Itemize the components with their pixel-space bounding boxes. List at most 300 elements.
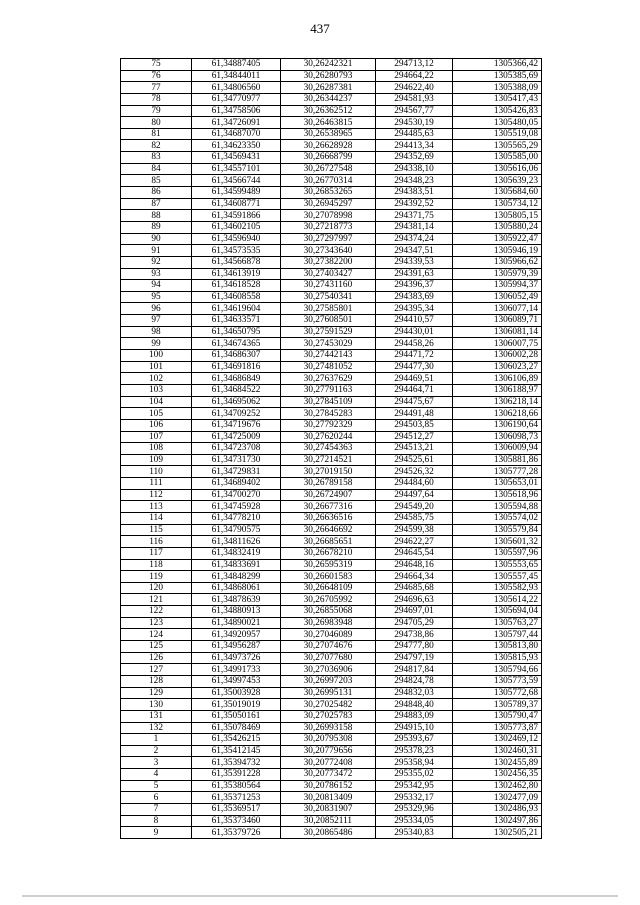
- latitude-cell: 61,34731730: [192, 454, 281, 466]
- latitude-cell: 61,34619604: [192, 303, 281, 315]
- point-number-cell: 89: [121, 221, 192, 233]
- table-row: [121, 419, 542, 431]
- table-row: [121, 524, 542, 536]
- latitude-cell: 61,35391228: [192, 769, 281, 781]
- point-number-cell: 118: [121, 559, 192, 571]
- point-number-cell: 92: [121, 256, 192, 268]
- latitude-cell: 61,34566878: [192, 256, 281, 268]
- latitude-cell: 61,34674365: [192, 338, 281, 350]
- y-coordinate-cell: 1305789,37: [453, 699, 542, 711]
- x-coordinate-cell: 294477,30: [376, 361, 453, 373]
- x-coordinate-cell: 294817,84: [376, 664, 453, 676]
- y-coordinate-cell: 1305813,80: [453, 641, 542, 653]
- y-coordinate-cell: 1305557,45: [453, 571, 542, 583]
- y-coordinate-cell: 1302460,31: [453, 745, 542, 757]
- table-row: [121, 268, 542, 280]
- y-coordinate-cell: 1306007,75: [453, 338, 542, 350]
- y-coordinate-cell: 1306190,64: [453, 419, 542, 431]
- x-coordinate-cell: 294491,48: [376, 408, 453, 420]
- table-row: [121, 501, 542, 513]
- latitude-cell: 61,34991733: [192, 664, 281, 676]
- x-coordinate-cell: 294648,16: [376, 559, 453, 571]
- longitude-cell: 30,26668799: [281, 152, 376, 164]
- latitude-cell: 61,34833691: [192, 559, 281, 571]
- x-coordinate-cell: 294395,34: [376, 303, 453, 315]
- table-row: [121, 140, 542, 152]
- point-number-cell: 108: [121, 443, 192, 455]
- table-row: [121, 606, 542, 618]
- point-number-cell: 78: [121, 93, 192, 105]
- longitude-cell: 30,26628928: [281, 140, 376, 152]
- y-coordinate-cell: 1305794,66: [453, 664, 542, 676]
- y-coordinate-cell: 1302505,21: [453, 827, 542, 839]
- point-number-cell: 93: [121, 268, 192, 280]
- point-number-cell: 122: [121, 606, 192, 618]
- latitude-cell: 61,34591866: [192, 210, 281, 222]
- point-number-cell: 124: [121, 629, 192, 641]
- latitude-cell: 61,34596940: [192, 233, 281, 245]
- latitude-cell: 61,34719676: [192, 419, 281, 431]
- y-coordinate-cell: 1302456,35: [453, 769, 542, 781]
- longitude-cell: 30,26724907: [281, 489, 376, 501]
- y-coordinate-cell: 1302497,86: [453, 815, 542, 827]
- longitude-cell: 30,26362512: [281, 105, 376, 117]
- table-row: [121, 443, 542, 455]
- point-number-cell: 77: [121, 82, 192, 94]
- y-coordinate-cell: 1305574,02: [453, 512, 542, 524]
- longitude-cell: 30,27620244: [281, 431, 376, 443]
- longitude-cell: 30,27074676: [281, 641, 376, 653]
- latitude-cell: 61,34778210: [192, 512, 281, 524]
- x-coordinate-cell: 294622,40: [376, 82, 453, 94]
- x-coordinate-cell: 294526,32: [376, 466, 453, 478]
- longitude-cell: 30,26538965: [281, 128, 376, 140]
- y-coordinate-cell: 1305946,19: [453, 245, 542, 257]
- longitude-cell: 30,20772408: [281, 757, 376, 769]
- x-coordinate-cell: 295332,17: [376, 792, 453, 804]
- latitude-cell: 61,34602105: [192, 221, 281, 233]
- point-number-cell: 109: [121, 454, 192, 466]
- x-coordinate-cell: 294464,71: [376, 384, 453, 396]
- longitude-cell: 30,27036906: [281, 664, 376, 676]
- table-row: [121, 536, 542, 548]
- y-coordinate-cell: 1302486,93: [453, 804, 542, 816]
- point-number-cell: 130: [121, 699, 192, 711]
- point-number-cell: 102: [121, 373, 192, 385]
- x-coordinate-cell: 294664,34: [376, 571, 453, 583]
- longitude-cell: 30,27845283: [281, 408, 376, 420]
- latitude-cell: 61,34686307: [192, 350, 281, 362]
- x-coordinate-cell: 294567,77: [376, 105, 453, 117]
- x-coordinate-cell: 294338,10: [376, 163, 453, 175]
- point-number-cell: 88: [121, 210, 192, 222]
- page-bottom-edge: [22, 895, 618, 897]
- latitude-cell: 61,35426215: [192, 734, 281, 746]
- table-row: [121, 315, 542, 327]
- x-coordinate-cell: 294469,51: [376, 373, 453, 385]
- point-number-cell: 8: [121, 815, 192, 827]
- latitude-cell: 61,34726091: [192, 117, 281, 129]
- x-coordinate-cell: 294599,38: [376, 524, 453, 536]
- y-coordinate-cell: 1305417,43: [453, 93, 542, 105]
- y-coordinate-cell: 1305994,37: [453, 280, 542, 292]
- point-number-cell: 90: [121, 233, 192, 245]
- latitude-cell: 61,34608558: [192, 291, 281, 303]
- y-coordinate-cell: 1306098,73: [453, 431, 542, 443]
- y-coordinate-cell: 1305388,09: [453, 82, 542, 94]
- longitude-cell: 30,27343640: [281, 245, 376, 257]
- latitude-cell: 61,34573535: [192, 245, 281, 257]
- longitude-cell: 30,26601583: [281, 571, 376, 583]
- x-coordinate-cell: 294585,75: [376, 512, 453, 524]
- y-coordinate-cell: 1306077,14: [453, 303, 542, 315]
- longitude-cell: 30,26789158: [281, 478, 376, 490]
- x-coordinate-cell: 295329,96: [376, 804, 453, 816]
- y-coordinate-cell: 1305653,01: [453, 478, 542, 490]
- table-row: [121, 198, 542, 210]
- point-number-cell: 86: [121, 187, 192, 199]
- table-row: [121, 361, 542, 373]
- point-number-cell: 85: [121, 175, 192, 187]
- longitude-cell: 30,26677316: [281, 501, 376, 513]
- latitude-cell: 61,34687070: [192, 128, 281, 140]
- y-coordinate-cell: 1306081,14: [453, 326, 542, 338]
- table-row: [121, 815, 542, 827]
- y-coordinate-cell: 1305773,87: [453, 722, 542, 734]
- x-coordinate-cell: 294458,26: [376, 338, 453, 350]
- longitude-cell: 30,26995131: [281, 687, 376, 699]
- longitude-cell: 30,27025783: [281, 710, 376, 722]
- table-row: [121, 664, 542, 676]
- point-number-cell: 1: [121, 734, 192, 746]
- longitude-cell: 30,26705992: [281, 594, 376, 606]
- longitude-cell: 30,27382200: [281, 256, 376, 268]
- x-coordinate-cell: 294622,27: [376, 536, 453, 548]
- table-row: [121, 59, 542, 71]
- longitude-cell: 30,26344237: [281, 93, 376, 105]
- latitude-cell: 61,34618528: [192, 280, 281, 292]
- x-coordinate-cell: 294410,57: [376, 315, 453, 327]
- longitude-cell: 30,26997203: [281, 675, 376, 687]
- x-coordinate-cell: 294664,22: [376, 70, 453, 82]
- y-coordinate-cell: 1305385,69: [453, 70, 542, 82]
- x-coordinate-cell: 294503,85: [376, 419, 453, 431]
- x-coordinate-cell: 294475,67: [376, 396, 453, 408]
- table-row: [121, 699, 542, 711]
- x-coordinate-cell: 294832,03: [376, 687, 453, 699]
- longitude-cell: 30,27540341: [281, 291, 376, 303]
- x-coordinate-cell: 294371,75: [376, 210, 453, 222]
- table-row: [121, 466, 542, 478]
- longitude-cell: 30,27218773: [281, 221, 376, 233]
- x-coordinate-cell: 294705,29: [376, 617, 453, 629]
- longitude-cell: 30,26463815: [281, 117, 376, 129]
- y-coordinate-cell: 1305734,12: [453, 198, 542, 210]
- y-coordinate-cell: 1305966,62: [453, 256, 542, 268]
- point-number-cell: 115: [121, 524, 192, 536]
- latitude-cell: 61,34880913: [192, 606, 281, 618]
- longitude-cell: 30,20852111: [281, 815, 376, 827]
- longitude-cell: 30,26853265: [281, 187, 376, 199]
- table-row: [121, 745, 542, 757]
- table-row: [121, 780, 542, 792]
- latitude-cell: 61,34689402: [192, 478, 281, 490]
- point-number-cell: 87: [121, 198, 192, 210]
- longitude-cell: 30,27046089: [281, 629, 376, 641]
- point-number-cell: 107: [121, 431, 192, 443]
- longitude-cell: 30,27481052: [281, 361, 376, 373]
- y-coordinate-cell: 1305777,28: [453, 466, 542, 478]
- point-number-cell: 100: [121, 350, 192, 362]
- latitude-cell: 61,35050161: [192, 710, 281, 722]
- latitude-cell: 61,35373460: [192, 815, 281, 827]
- longitude-cell: 30,20831907: [281, 804, 376, 816]
- longitude-cell: 30,26636516: [281, 512, 376, 524]
- latitude-cell: 61,34973726: [192, 652, 281, 664]
- table-row: [121, 454, 542, 466]
- longitude-cell: 30,26595319: [281, 559, 376, 571]
- latitude-cell: 61,34709252: [192, 408, 281, 420]
- point-number-cell: 114: [121, 512, 192, 524]
- longitude-cell: 30,27214521: [281, 454, 376, 466]
- table-row: [121, 338, 542, 350]
- point-number-cell: 9: [121, 827, 192, 839]
- y-coordinate-cell: 1305553,65: [453, 559, 542, 571]
- y-coordinate-cell: 1305694,04: [453, 606, 542, 618]
- longitude-cell: 30,27025482: [281, 699, 376, 711]
- y-coordinate-cell: 1305684,60: [453, 187, 542, 199]
- y-coordinate-cell: 1306218,14: [453, 396, 542, 408]
- y-coordinate-cell: 1305772,68: [453, 687, 542, 699]
- longitude-cell: 30,27585801: [281, 303, 376, 315]
- x-coordinate-cell: 295340,83: [376, 827, 453, 839]
- table-row: [121, 152, 542, 164]
- y-coordinate-cell: 1306023,27: [453, 361, 542, 373]
- table-row: [121, 93, 542, 105]
- latitude-cell: 61,34887405: [192, 59, 281, 71]
- latitude-cell: 61,35412145: [192, 745, 281, 757]
- x-coordinate-cell: 294777,80: [376, 641, 453, 653]
- point-number-cell: 95: [121, 291, 192, 303]
- latitude-cell: 61,35003928: [192, 687, 281, 699]
- x-coordinate-cell: 294497,64: [376, 489, 453, 501]
- longitude-cell: 30,27078998: [281, 210, 376, 222]
- longitude-cell: 30,26727548: [281, 163, 376, 175]
- x-coordinate-cell: 294525,61: [376, 454, 453, 466]
- x-coordinate-cell: 295393,67: [376, 734, 453, 746]
- latitude-cell: 61,34729831: [192, 466, 281, 478]
- longitude-cell: 30,27442143: [281, 350, 376, 362]
- point-number-cell: 76: [121, 70, 192, 82]
- latitude-cell: 61,34832419: [192, 547, 281, 559]
- longitude-cell: 30,26993158: [281, 722, 376, 734]
- longitude-cell: 30,26983948: [281, 617, 376, 629]
- y-coordinate-cell: 1306106,89: [453, 373, 542, 385]
- point-number-cell: 91: [121, 245, 192, 257]
- y-coordinate-cell: 1305366,42: [453, 59, 542, 71]
- point-number-cell: 96: [121, 303, 192, 315]
- longitude-cell: 30,26855068: [281, 606, 376, 618]
- point-number-cell: 94: [121, 280, 192, 292]
- y-coordinate-cell: 1305585,00: [453, 152, 542, 164]
- table-row: [121, 233, 542, 245]
- y-coordinate-cell: 1306052,49: [453, 291, 542, 303]
- x-coordinate-cell: 294413,34: [376, 140, 453, 152]
- x-coordinate-cell: 294396,37: [376, 280, 453, 292]
- point-number-cell: 97: [121, 315, 192, 327]
- latitude-cell: 61,34844011: [192, 70, 281, 82]
- longitude-cell: 30,27637629: [281, 373, 376, 385]
- table-row: [121, 641, 542, 653]
- y-coordinate-cell: 1305618,96: [453, 489, 542, 501]
- longitude-cell: 30,20795308: [281, 734, 376, 746]
- latitude-cell: 61,34806560: [192, 82, 281, 94]
- y-coordinate-cell: 1305601,32: [453, 536, 542, 548]
- longitude-cell: 30,26280793: [281, 70, 376, 82]
- table-row: [121, 175, 542, 187]
- y-coordinate-cell: 1305881,86: [453, 454, 542, 466]
- table-row: [121, 571, 542, 583]
- longitude-cell: 30,26287381: [281, 82, 376, 94]
- y-coordinate-cell: 1302455,89: [453, 757, 542, 769]
- x-coordinate-cell: 294797,19: [376, 652, 453, 664]
- y-coordinate-cell: 1306002,28: [453, 350, 542, 362]
- point-number-cell: 80: [121, 117, 192, 129]
- table-row: [121, 82, 542, 94]
- longitude-cell: 30,27792329: [281, 419, 376, 431]
- table-row: [121, 105, 542, 117]
- y-coordinate-cell: 1305815,93: [453, 652, 542, 664]
- point-number-cell: 99: [121, 338, 192, 350]
- point-number-cell: 116: [121, 536, 192, 548]
- point-number-cell: 101: [121, 361, 192, 373]
- longitude-cell: 30,26646692: [281, 524, 376, 536]
- table-row: [121, 221, 542, 233]
- x-coordinate-cell: 294713,12: [376, 59, 453, 71]
- longitude-cell: 30,27454363: [281, 443, 376, 455]
- latitude-cell: 61,34868061: [192, 582, 281, 594]
- latitude-cell: 61,34569431: [192, 152, 281, 164]
- point-number-cell: 123: [121, 617, 192, 629]
- x-coordinate-cell: 294348,23: [376, 175, 453, 187]
- point-number-cell: 5: [121, 780, 192, 792]
- longitude-cell: 30,26242321: [281, 59, 376, 71]
- longitude-cell: 30,27591529: [281, 326, 376, 338]
- point-number-cell: 113: [121, 501, 192, 513]
- point-number-cell: 131: [121, 710, 192, 722]
- table-row: [121, 594, 542, 606]
- latitude-cell: 61,34770977: [192, 93, 281, 105]
- latitude-cell: 61,34608771: [192, 198, 281, 210]
- latitude-cell: 61,35371253: [192, 792, 281, 804]
- x-coordinate-cell: 294484,60: [376, 478, 453, 490]
- table-row: [121, 489, 542, 501]
- x-coordinate-cell: 294645,54: [376, 547, 453, 559]
- point-number-cell: 126: [121, 652, 192, 664]
- x-coordinate-cell: 295342,95: [376, 780, 453, 792]
- table-row: [121, 582, 542, 594]
- y-coordinate-cell: 1305773,59: [453, 675, 542, 687]
- x-coordinate-cell: 295334,05: [376, 815, 453, 827]
- y-coordinate-cell: 1302469,12: [453, 734, 542, 746]
- latitude-cell: 61,35379726: [192, 827, 281, 839]
- x-coordinate-cell: 295355,02: [376, 769, 453, 781]
- x-coordinate-cell: 294485,63: [376, 128, 453, 140]
- y-coordinate-cell: 1305426,83: [453, 105, 542, 117]
- y-coordinate-cell: 1305565,29: [453, 140, 542, 152]
- y-coordinate-cell: 1306218,66: [453, 408, 542, 420]
- table-row: [121, 303, 542, 315]
- table-row: [121, 280, 542, 292]
- y-coordinate-cell: 1305805,15: [453, 210, 542, 222]
- x-coordinate-cell: 294530,19: [376, 117, 453, 129]
- table-row: [121, 245, 542, 257]
- latitude-cell: 61,34695062: [192, 396, 281, 408]
- x-coordinate-cell: 294915,10: [376, 722, 453, 734]
- x-coordinate-cell: 294381,14: [376, 221, 453, 233]
- latitude-cell: 61,34745928: [192, 501, 281, 513]
- x-coordinate-cell: 294339,53: [376, 256, 453, 268]
- table-row: [121, 326, 542, 338]
- y-coordinate-cell: 1305579,84: [453, 524, 542, 536]
- latitude-cell: 61,34691816: [192, 361, 281, 373]
- point-number-cell: 84: [121, 163, 192, 175]
- table-row: [121, 478, 542, 490]
- table-row: [121, 559, 542, 571]
- y-coordinate-cell: 1305480,05: [453, 117, 542, 129]
- latitude-cell: 61,34790575: [192, 524, 281, 536]
- y-coordinate-cell: 1305616,06: [453, 163, 542, 175]
- table-row: [121, 512, 542, 524]
- point-number-cell: 121: [121, 594, 192, 606]
- point-number-cell: 105: [121, 408, 192, 420]
- latitude-cell: 61,34723708: [192, 443, 281, 455]
- y-coordinate-cell: 1306009,94: [453, 443, 542, 455]
- latitude-cell: 61,34566744: [192, 175, 281, 187]
- y-coordinate-cell: 1305880,24: [453, 221, 542, 233]
- longitude-cell: 30,20779656: [281, 745, 376, 757]
- y-coordinate-cell: 1305594,88: [453, 501, 542, 513]
- table-row: [121, 373, 542, 385]
- latitude-cell: 61,34557101: [192, 163, 281, 175]
- latitude-cell: 61,34890021: [192, 617, 281, 629]
- longitude-cell: 30,27019150: [281, 466, 376, 478]
- latitude-cell: 61,35078469: [192, 722, 281, 734]
- x-coordinate-cell: 294824,78: [376, 675, 453, 687]
- table-row: [121, 384, 542, 396]
- table-row: [121, 722, 542, 734]
- point-number-cell: 83: [121, 152, 192, 164]
- latitude-cell: 61,34613919: [192, 268, 281, 280]
- x-coordinate-cell: 294512,27: [376, 431, 453, 443]
- y-coordinate-cell: 1305519,08: [453, 128, 542, 140]
- point-number-cell: 117: [121, 547, 192, 559]
- latitude-cell: 61,34848299: [192, 571, 281, 583]
- table-row: [121, 408, 542, 420]
- longitude-cell: 30,27791163: [281, 384, 376, 396]
- y-coordinate-cell: 1305614,22: [453, 594, 542, 606]
- point-number-cell: 111: [121, 478, 192, 490]
- table-row: [121, 117, 542, 129]
- point-number-cell: 128: [121, 675, 192, 687]
- x-coordinate-cell: 295378,23: [376, 745, 453, 757]
- table-row: [121, 431, 542, 443]
- y-coordinate-cell: 1305797,44: [453, 629, 542, 641]
- y-coordinate-cell: 1305979,39: [453, 268, 542, 280]
- x-coordinate-cell: 295358,94: [376, 757, 453, 769]
- latitude-cell: 61,34725009: [192, 431, 281, 443]
- x-coordinate-cell: 294352,69: [376, 152, 453, 164]
